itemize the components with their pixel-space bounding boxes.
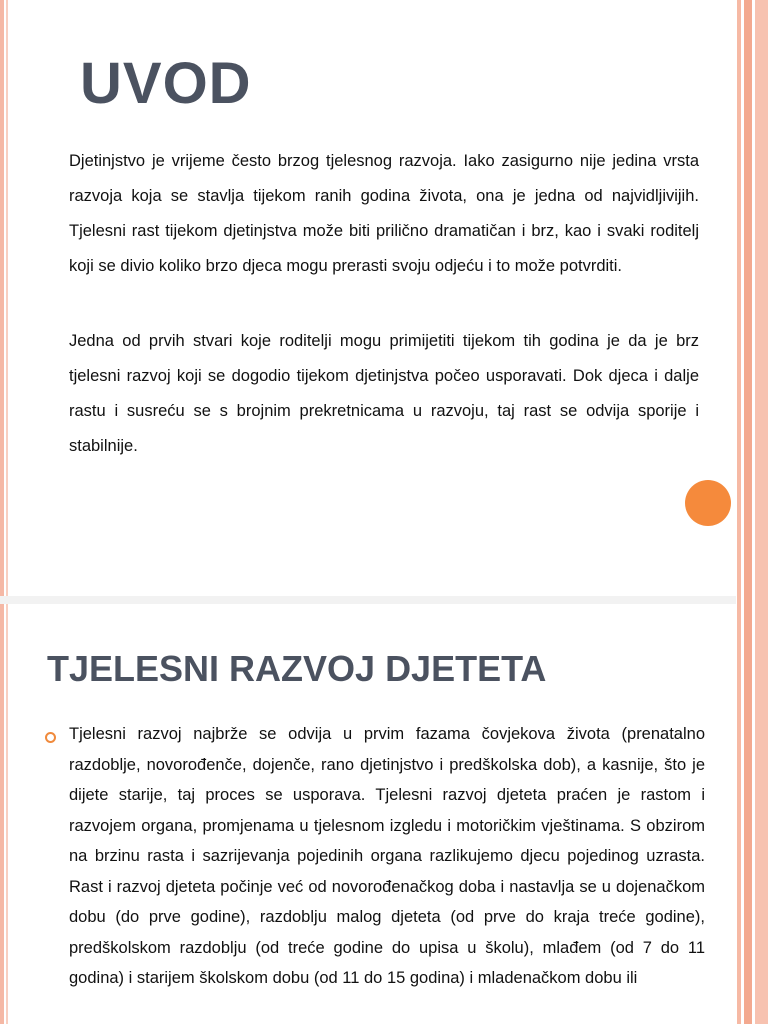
slide-title: UVOD	[80, 51, 252, 116]
orange-circle-decoration	[685, 480, 731, 526]
right-border-stripe-1	[737, 0, 741, 1024]
right-border-stripe-2	[744, 0, 752, 1024]
circle-bullet-icon	[45, 732, 56, 743]
right-border-stripe-3	[755, 0, 768, 1024]
slide-tjelesni-razvoj	[0, 604, 734, 1024]
slide-divider	[0, 596, 736, 604]
intro-paragraph-1: Djetinjstvo je vrijeme često brzog tjelesnog razvoja. Iako zasigurno nije jedina vrsta razvoja koja se stavlja tijekom ranih godina života, ona je jedna od najvidljivijih. Tjelesni rast tijekom djetinjstva može biti prilično dramatičan i brz, kao i svaki roditelj koji se divio koliko brzo djeca mogu prerasti svoju odjeću i to može potvrditi.	[69, 152, 699, 275]
slide-title: TJELESNI RAZVOJ DJETETA	[47, 648, 547, 689]
intro-paragraph-2: Jedna od prvih stvari koje roditelji mogu primijetiti tijekom tih godina je da je brz tjelesni razvoj koji se dogodio tijekom djetinjstva počeo usporavati. Dok djeca i dalje rastu i susreću se s brojnim prekretnicama u razvoju, taj rast se odvija sporije i stabilnije.	[69, 332, 699, 455]
bullet-paragraph: Tjelesni razvoj najbrže se odvija u prvim fazama čovjekova života (prenatalno razdoblje, novorođenče, dojenče, rano djetinjstvo i predškolska dob), a kasnije, što je dijete starije, taj proces se usporava. Tjelesni razvoj djeteta praćen je rastom i razvojem organa, promjenama u tjelesnom izgledu i motoričkim vještinama. S obzirom na brzinu rasta i sazrijevanja pojedinih organa razlikujemo djecu pojedinog uzrasta. Rast i razvoj djeteta počinje već od novorođenačkog doba i nastavlja se u dojenačkom dobu (do prve godine), razdoblju malog djeteta (od prve do kraja treće godine), predškolskom razdoblju (od treće godine do upisa u školu), mlađem (od 7 do 11 godina) i starijem školskom dobu (od 11 do 15 godina) i mladenačkom dobu ili	[69, 725, 705, 987]
